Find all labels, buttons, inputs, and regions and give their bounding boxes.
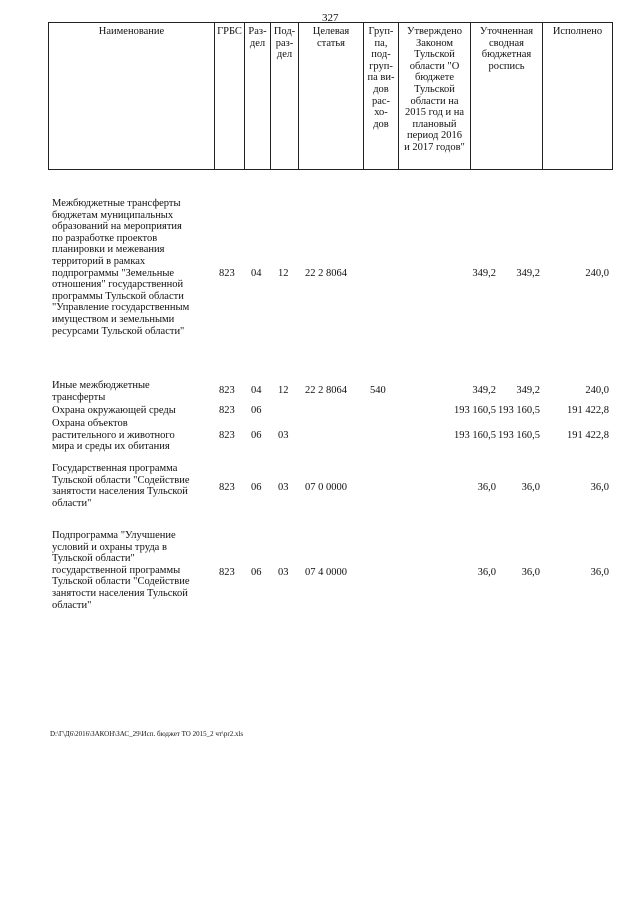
cell-executed: 240,0 (585, 385, 609, 396)
table-row (48, 405, 613, 417)
header-refined-line: сводная (489, 37, 524, 49)
header-approved-line: 2015 год и на (404, 107, 465, 119)
cell-refined: 193 160,5 (498, 405, 540, 416)
row-name-line: растительного и животного (52, 429, 175, 441)
header-target-line: Целевая (312, 26, 350, 37)
cell-grbs: 823 (219, 385, 235, 396)
header-vid-line: хо- (374, 107, 388, 119)
header-razdel-line: Раз- (248, 26, 267, 37)
header-grbs-label: ГРБС (217, 26, 242, 37)
header-approved-line: период 2016 (406, 130, 463, 142)
cell-approved: 349,2 (472, 385, 496, 396)
row-name (52, 418, 212, 453)
header-target (299, 23, 364, 169)
row-name-line: Тульской области" (52, 553, 135, 565)
header-approved-line: Законом (415, 37, 454, 49)
cell-vid: 540 (370, 385, 386, 396)
header-razdel-line: дел (249, 37, 266, 49)
row-name-line: условий и охраны труда в (52, 541, 167, 553)
row-name-line: мира и среды их обитания (52, 441, 170, 453)
cell-refined: 349,2 (516, 268, 540, 279)
cell-executed: 191 422,8 (567, 405, 609, 416)
table-row (48, 198, 613, 343)
header-name (49, 23, 215, 169)
row-name-line: трансферты (52, 391, 106, 403)
cell-grbs: 823 (219, 405, 235, 416)
header-vid-line: рас- (371, 95, 391, 107)
header-approved-line: плановый (412, 118, 457, 130)
cell-approved: 193 160,5 (454, 405, 496, 416)
cell-grbs: 823 (219, 482, 235, 493)
row-name-line: Межбюджетные трансферты (52, 198, 181, 209)
row-name-line: подпрограммы "Земельные (52, 267, 175, 279)
header-vid-line: дов (373, 118, 389, 130)
row-name (52, 530, 212, 611)
footer-file-path: D:\Г\Д6\2016\ЗАКОН\ЗАС_29\Исп. бюджет ТО 2015_2 чт\pr2.xls (50, 730, 244, 738)
header-podrazdel-line: Под- (273, 26, 296, 37)
header-vid-line: Груп- (368, 26, 394, 37)
header-podrazdel-line: раз- (275, 37, 294, 49)
row-name-line: ресурсами Тульской области" (52, 325, 185, 337)
table-row (48, 380, 613, 404)
header-refined (471, 23, 543, 169)
cell-podrazdel: 03 (278, 430, 289, 441)
row-name-line: бюджетам муниципальных (52, 209, 174, 221)
header-executed (543, 23, 612, 169)
row-name-line: по разработке проектов (52, 232, 158, 244)
row-name-line: программы Тульской области (52, 290, 184, 302)
header-approved-line: Тульской (414, 83, 455, 95)
cell-razdel: 06 (251, 567, 262, 578)
cell-razdel: 06 (251, 482, 262, 493)
header-vid-line: под- (371, 49, 391, 61)
header-refined-line: роспись (488, 60, 525, 72)
header-approved-line: Утверждено (407, 26, 462, 37)
header-vid-line: дов (373, 83, 389, 95)
cell-razdel: 06 (251, 430, 262, 441)
cell-grbs: 823 (219, 268, 235, 279)
row-name-line: области" (52, 599, 92, 611)
header-approved (399, 23, 471, 169)
table-row (48, 418, 613, 454)
row-name (52, 405, 212, 417)
row-name-line: Тульской области "Содействие (52, 474, 190, 486)
cell-refined: 193 160,5 (498, 430, 540, 441)
header-approved-line: области "О (409, 60, 460, 72)
header-podrazdel-line: дел (276, 49, 293, 61)
cell-target: 07 4 0000 (305, 567, 347, 578)
row-name-line: Иные межбюджетные (52, 380, 150, 391)
header-vid (364, 23, 399, 169)
row-name-line: области" (52, 497, 92, 509)
header-vid-line: груп- (369, 60, 393, 72)
header-approved-line: области на (410, 95, 459, 107)
header-grbs (215, 23, 245, 169)
row-name-line: Тульской области "Содействие (52, 576, 190, 588)
row-name-line: Подпрограмма "Улучшение (52, 530, 176, 541)
row-name (52, 463, 212, 509)
header-podrazdel (271, 23, 299, 169)
header-approved-line: и 2017 годов" (404, 141, 465, 153)
cell-target: 07 0 0000 (305, 482, 347, 493)
cell-executed: 191 422,8 (567, 430, 609, 441)
row-name-line: территорий в рамках (52, 255, 146, 267)
row-name (52, 198, 212, 337)
row-name-line: занятости населения Тульской (52, 587, 188, 599)
row-name-line: планировки и межевания (52, 244, 165, 256)
table-row (48, 463, 613, 511)
header-name-label: Наименование (98, 26, 165, 37)
header-approved-line: Тульской (414, 49, 455, 61)
table-row (48, 530, 613, 614)
cell-razdel: 06 (251, 405, 262, 416)
row-name-line: занятости населения Тульской (52, 486, 188, 498)
row-name-line: Охрана объектов (52, 418, 128, 429)
cell-target: 22 2 8064 (305, 385, 347, 396)
cell-podrazdel: 12 (278, 268, 289, 279)
row-name-line: Государственная программа (52, 463, 178, 474)
cell-razdel: 04 (251, 385, 262, 396)
cell-grbs: 823 (219, 567, 235, 578)
header-vid-line: па ви- (367, 72, 395, 84)
row-name-line: отношения" государственной (52, 279, 184, 291)
cell-refined: 36,0 (521, 482, 540, 493)
header-target-line: статья (317, 37, 345, 49)
row-name (52, 380, 212, 403)
header-razdel (245, 23, 271, 169)
cell-target: 22 2 8064 (305, 268, 347, 279)
table-header (48, 22, 613, 170)
cell-executed: 36,0 (590, 482, 609, 493)
row-name-line: Охрана окружающей среды (52, 405, 176, 416)
header-executed-label: Исполнено (552, 26, 603, 37)
cell-executed: 36,0 (590, 567, 609, 578)
cell-podrazdel: 12 (278, 385, 289, 396)
cell-approved: 193 160,5 (454, 430, 496, 441)
cell-approved: 36,0 (477, 567, 496, 578)
page-number: 327 (322, 12, 339, 24)
cell-approved: 349,2 (472, 268, 496, 279)
header-approved-line: бюджете (414, 72, 455, 84)
cell-podrazdel: 03 (278, 482, 289, 493)
row-name-line: имуществом и земельными (52, 313, 175, 325)
cell-grbs: 823 (219, 430, 235, 441)
cell-refined: 349,2 (516, 385, 540, 396)
header-refined-line: Уточненная (479, 26, 534, 37)
cell-refined: 36,0 (521, 567, 540, 578)
header-refined-line: бюджетная (481, 49, 532, 61)
cell-executed: 240,0 (585, 268, 609, 279)
header-vid-line: па, (374, 37, 388, 49)
cell-razdel: 04 (251, 268, 262, 279)
cell-approved: 36,0 (477, 482, 496, 493)
row-name-line: "Управление государственным (52, 302, 190, 314)
row-name-line: образований на мероприятия (52, 221, 182, 233)
cell-podrazdel: 03 (278, 567, 289, 578)
row-name-line: государственной программы (52, 564, 181, 576)
